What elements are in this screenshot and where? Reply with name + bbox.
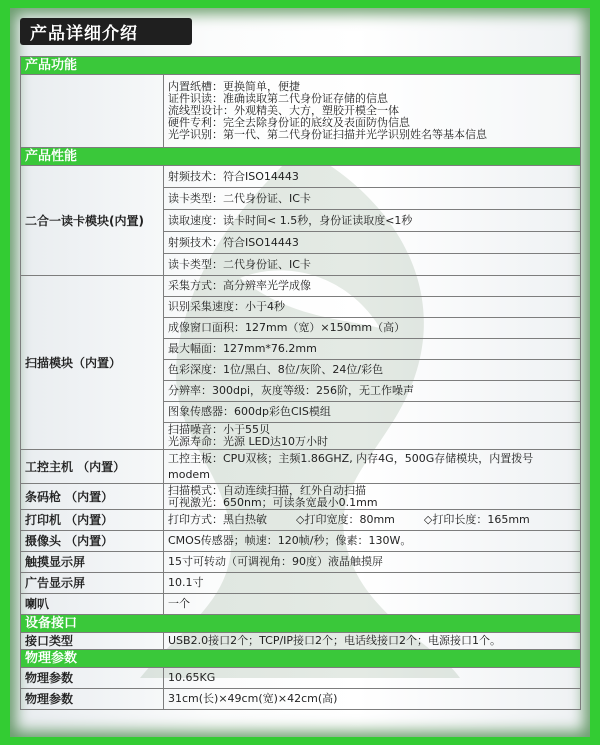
section-title-function: 产品功能 [21, 57, 581, 75]
section-title-physical: 物理参数 [21, 650, 581, 668]
physical-label: 物理参数 [21, 689, 164, 710]
printer-value [164, 510, 581, 531]
function-line: 内置纸槽：更换简单，便捷 [168, 80, 300, 93]
spec-table [20, 56, 581, 710]
ipc-label: 工控主机 （内置） [21, 450, 164, 484]
section-title-performance: 产品性能 [21, 148, 581, 166]
speaker-label: 喇叭 [21, 594, 164, 615]
card-module-row: 读卡类型：二代身份证、IC卡 [164, 188, 581, 210]
light-life-line: 光源寿命：光源 LED达10万小时 [168, 435, 329, 448]
section-row-performance [21, 148, 581, 166]
camera-value: CMOS传感器；帧速：120帧/秒；像素：130W。 [164, 531, 581, 552]
scan-module-row: 采集方式：高分辨率光学成像 [164, 276, 581, 297]
function-line: 硬件专利：完全去除身份证的底纹及表面防伪信息 [168, 116, 410, 129]
barcode-line: 扫描模式：自动连续扫描，红外自动扫描 [168, 483, 366, 497]
ipc-value [164, 450, 581, 484]
section-row-physical [21, 650, 581, 668]
scan-module-row: 图象传感器：600dp彩色CIS模组 [164, 402, 581, 423]
scan-module-row: 成像窗口面积：127mm（宽）×150mm（高） [164, 318, 581, 339]
card-module-row: 射频技术：符合ISO14443 [164, 166, 581, 188]
section-row-function [21, 57, 581, 75]
section-title-interfaces: 设备接口 [21, 615, 581, 633]
physical-value: 31cm(长)×49cm(宽)×42cm(高) [164, 689, 581, 710]
card-module-row: 射频技术：符合ISO14443 [164, 232, 581, 254]
ad-value: 10.1寸 [164, 573, 581, 594]
content-panel [10, 8, 590, 737]
print-width: ◇打印宽度：80mm [296, 513, 395, 526]
card-module-label: 二合一读卡模块(内置) [21, 166, 164, 276]
scan-module-row: 识别采集速度：小于4秒 [164, 297, 581, 318]
scan-module-row: 色彩深度：1位/黑白、8位/灰阶、24位/彩色 [164, 360, 581, 381]
function-row [21, 75, 581, 148]
touch-label: 触摸显示屏 [21, 552, 164, 573]
interface-label: 接口类型 [21, 633, 164, 650]
camera-label: 摄像头 （内置） [21, 531, 164, 552]
function-line: 光学识别：第一代、第二代身份证扫描并光学识别姓名等基本信息 [168, 128, 487, 141]
scan-module-row: 最大幅面：127mm*76.2mm [164, 339, 581, 360]
ipc-line: 工控主板：CPU双核；主频1.86GHZ, 内存4G，500G存储模块，内置拨号 [168, 451, 534, 465]
physical-label: 物理参数 [21, 668, 164, 689]
scan-noise-line: 扫描噪音：小于55贝 [168, 423, 270, 436]
function-line: 流线型设计：外观精美、大方，塑胶开模全一体 [168, 104, 399, 117]
barcode-label: 条码枪 （内置） [21, 484, 164, 510]
print-mode: 打印方式：黑白热敏 [168, 513, 267, 526]
card-module-row: 读卡类型：二代身份证、IC卡 [164, 254, 581, 276]
scan-module-row [164, 423, 581, 450]
ipc-line: modem [168, 467, 210, 481]
scan-module-label: 扫描模块（内置） [21, 276, 164, 450]
card-module-row: 读取速度：读卡时间< 1.5秒，身份证读取度<1秒 [164, 210, 581, 232]
section-row-interfaces [21, 615, 581, 633]
print-length: ◇打印长度：165mm [423, 513, 530, 526]
scan-module-row: 分辨率：300dpi，灰度等级：256阶，无工作噪声 [164, 381, 581, 402]
physical-value: 10.65KG [164, 668, 581, 689]
touch-value: 15寸可转动（可调视角：90度）液晶触摸屏 [164, 552, 581, 573]
interface-value: USB2.0接口2个；TCP/IP接口2个；电话线接口2个；电源接口1个。 [164, 633, 581, 650]
ad-label: 广告显示屏 [21, 573, 164, 594]
speaker-value: 一个 [164, 594, 581, 615]
page-title: 产品详细介绍 [20, 18, 192, 45]
function-line: 证件识读：准确读取第二代身份证存储的信息 [168, 92, 388, 105]
empty-label-cell [21, 75, 164, 148]
barcode-line: 可视激光：650nm；可读条宽最小0.1mm [168, 495, 378, 509]
function-lines [164, 75, 581, 148]
barcode-value [164, 484, 581, 510]
printer-label: 打印机 （内置） [21, 510, 164, 531]
